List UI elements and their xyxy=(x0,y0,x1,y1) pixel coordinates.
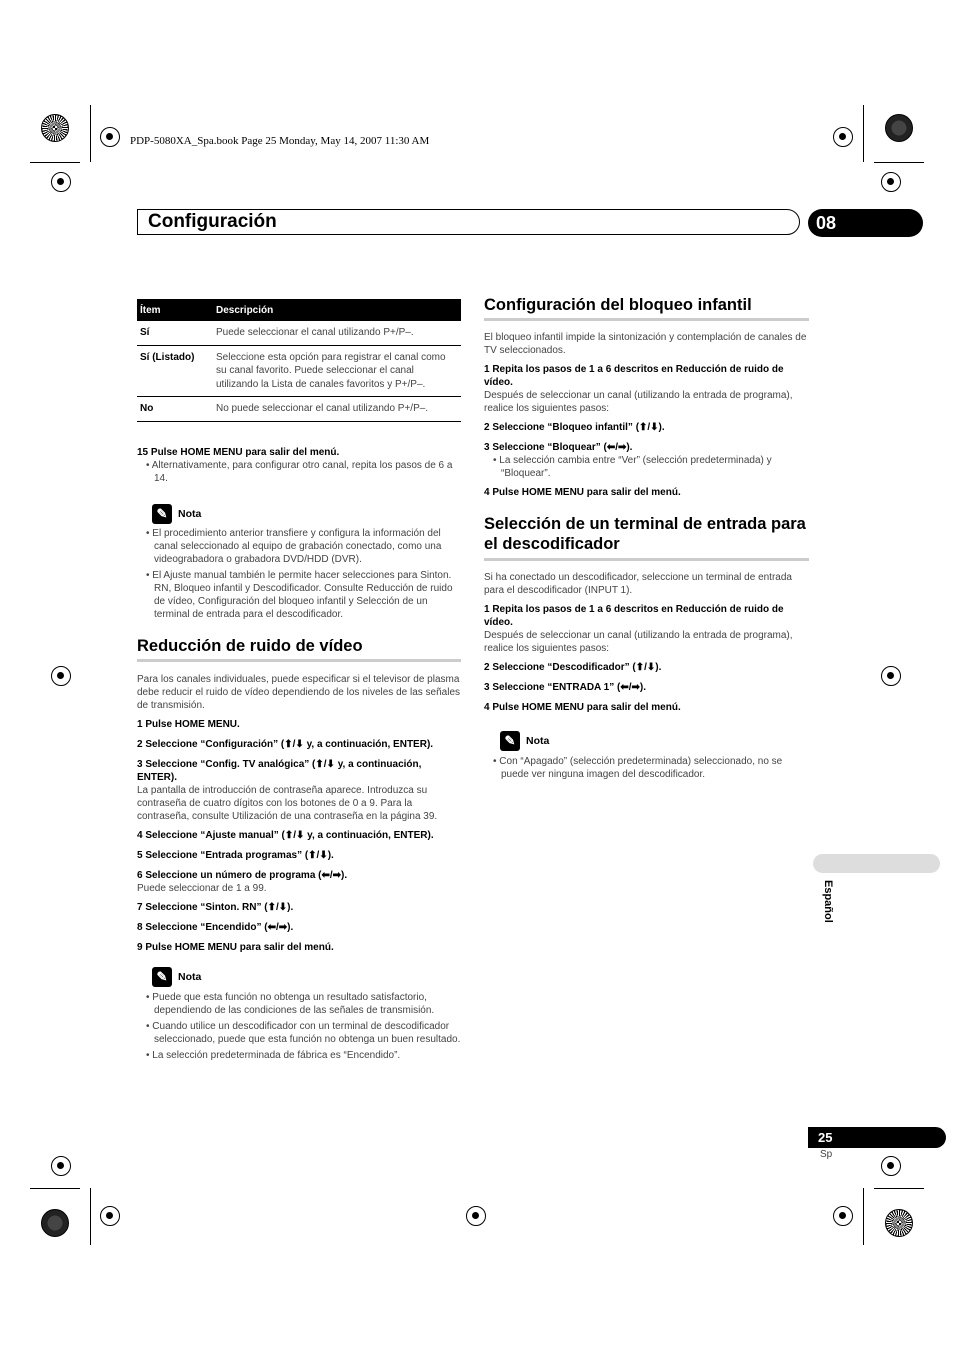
column-header: Descripción xyxy=(213,299,461,321)
bullet-text: El Ajuste manual también le permite hacer selecciones para Sinton. RN, Bloqueo infantil y Descodificador. Consulte Reducción de ruido de vídeo, Configuración del bloqueo infantil y Selección de un terminal de entrada para el descodificador. xyxy=(152,570,453,620)
registration-wheel-icon xyxy=(41,1209,69,1237)
right-column-sec2 xyxy=(484,571,809,714)
step: 3 Seleccione “Bloquear” (⬅/➡). xyxy=(484,442,633,453)
bullet-item: • El procedimiento anterior transfiere y configura la información del canal seleccionado al equipo de grabación conectado, como una videograbadora o grabadora DVD/HDD (DVR). xyxy=(146,528,442,565)
table-cell: Puede seleccionar el canal utilizando P+/P–. xyxy=(213,321,461,345)
bullet-text: Puede que esta función no obtenga un resultado satisfactorio, dependiendo de las condiciones de las señales de transmisión. xyxy=(152,992,435,1016)
table-row xyxy=(137,345,461,397)
table-cell: Sí (Listado) xyxy=(137,345,213,397)
bullet-item: • La selección predeterminada de fábrica es “Encendido”. xyxy=(146,1050,401,1061)
step: 6 Seleccione un número de programa (⬅/➡). xyxy=(137,870,348,881)
crop-line xyxy=(30,162,80,163)
crosshair-icon xyxy=(881,172,901,192)
left-column-top xyxy=(137,446,461,485)
table-cell: No puede seleccionar el canal utilizando P+/P–. xyxy=(213,397,461,422)
step: 9 Pulse HOME MENU para salir del menú. xyxy=(137,942,334,953)
pencil-note-icon: ✎ xyxy=(152,504,172,524)
language-label: Español xyxy=(822,880,834,923)
section-heading xyxy=(484,295,809,321)
crosshair-icon xyxy=(881,666,901,686)
section-heading xyxy=(137,636,461,662)
bullet-text: La selección cambia entre “Ver” (selección predeterminada) y “Bloquear”. xyxy=(499,455,772,479)
pencil-note-icon: ✎ xyxy=(500,731,520,751)
bullet-item: • Puede que esta función no obtenga un resultado satisfactorio, dependiendo de las condiciones de las señales de transmisión. xyxy=(146,992,435,1016)
bullet-text: La selección predeterminada de fábrica es “Encendido”. xyxy=(152,1050,401,1061)
paragraph: Después de seleccionar un canal (utilizando la entrada de programa), realice los siguientes pasos: xyxy=(484,630,793,654)
note-heading xyxy=(152,504,201,524)
right-column-sec1 xyxy=(484,331,809,499)
column-header: Ítem xyxy=(137,299,213,321)
crop-line xyxy=(30,1188,80,1189)
crop-line xyxy=(874,162,924,163)
paragraph: Después de seleccionar un canal (utilizando la entrada de programa), realice los siguientes pasos: xyxy=(484,390,793,414)
step: 7 Seleccione “Sinton. RN” (⬆/⬇). xyxy=(137,902,294,913)
paragraph: La pantalla de introducción de contraseña aparece. Introduzca su contraseña de cuatro dígitos con los botones de 0 a 9. Para la contraseña, consulte Utilización de una contraseña en la página 39. xyxy=(137,785,438,822)
crosshair-icon xyxy=(833,1206,853,1226)
note-heading xyxy=(500,731,549,751)
paragraph: Para los canales individuales, puede especificar si el televisor de plasma debe reducir el ruido de vídeo dependiendo de los niveles de las señales de transmisión. xyxy=(137,674,461,711)
crosshair-icon xyxy=(881,1156,901,1176)
crosshair-icon xyxy=(100,1206,120,1226)
chapter-badge: 08 xyxy=(808,209,923,237)
section-heading xyxy=(484,514,809,561)
registration-wheel-icon xyxy=(41,114,69,142)
step: 4 Pulse HOME MENU para salir del menú. xyxy=(484,487,681,498)
crop-line xyxy=(863,105,864,162)
table-cell: No xyxy=(137,397,213,422)
crosshair-icon xyxy=(51,1156,71,1176)
note-label: Nota xyxy=(178,507,202,520)
crosshair-icon xyxy=(833,127,853,147)
step: 3 Seleccione “ENTRADA 1” (⬅/➡). xyxy=(484,682,646,693)
page-number: 25 xyxy=(808,1127,946,1148)
crop-line xyxy=(90,105,91,162)
section-rule xyxy=(137,659,461,662)
bullet-item: • Cuando utilice un descodificador con un terminal de descodificador seleccionado, puede que esta función no obtenga un buen resultado. xyxy=(146,1021,461,1045)
left-column-steps xyxy=(137,673,461,954)
crosshair-icon xyxy=(51,172,71,192)
section-title: Reducción de ruido de vídeo xyxy=(137,637,363,655)
paragraph: El bloqueo infantil impide la sintonización y contemplación de canales de TV seleccionados. xyxy=(484,332,807,356)
step: 8 Seleccione “Encendido” (⬅/➡). xyxy=(137,922,294,933)
crop-line xyxy=(863,1188,864,1245)
crosshair-icon xyxy=(466,1206,486,1226)
step: 2 Seleccione “Configuración” (⬆/⬇ y, a continuación, ENTER). xyxy=(137,739,434,750)
registration-wheel-icon xyxy=(885,114,913,142)
step: 1 Repita los pasos de 1 a 6 descritos en Reducción de ruido de vídeo. xyxy=(484,604,784,628)
section-rule xyxy=(484,318,809,321)
page-title: Configuración xyxy=(148,211,277,232)
step: 5 Seleccione “Entrada programas” (⬆/⬇). xyxy=(137,850,334,861)
bullet-text: Cuando utilice un descodificador con un terminal de descodificador seleccionado, puede que esta función no obtenga un buen resultado. xyxy=(152,1021,461,1045)
table-header-row xyxy=(137,299,461,321)
step: 2 Seleccione “Bloqueo infantil” (⬆/⬇). xyxy=(484,422,665,433)
step: 1 Pulse HOME MENU. xyxy=(137,719,240,730)
step: 15 Pulse HOME MENU para salir del menú. xyxy=(137,447,340,458)
page-language-code: Sp xyxy=(820,1149,833,1160)
bullet-item: • El Ajuste manual también le permite hacer selecciones para Sinton. RN, Bloqueo infantil y Descodificador. Consulte Reducción de ruido de vídeo, Configuración del bloqueo infantil y Selección de un terminal de entrada para el descodificador. xyxy=(146,570,453,620)
crop-line xyxy=(874,1188,924,1189)
settings-table xyxy=(137,299,461,422)
section-title: Configuración del bloqueo infantil xyxy=(484,296,752,314)
bullet-item: • La selección cambia entre “Ver” (selección predeterminada) y “Bloquear”. xyxy=(493,455,772,479)
paragraph: Si ha conectado un descodificador, seleccione un terminal de entrada para el descodificador (INPUT 1). xyxy=(484,572,792,596)
step: 1 Repita los pasos de 1 a 6 descritos en Reducción de ruido de vídeo. xyxy=(484,364,784,388)
note-body xyxy=(484,755,809,781)
note-label: Nota xyxy=(178,970,202,983)
table-row xyxy=(137,321,461,345)
step: 3 Seleccione “Config. TV analógica” (⬆/⬇ y, a continuación, ENTER). xyxy=(137,759,422,783)
section-rule xyxy=(484,558,809,561)
bullet-text: El procedimiento anterior transfiere y configura la información del canal seleccionado al equipo de grabación conectado, como una videograbadora o grabadora DVD/HDD (DVR). xyxy=(152,528,442,565)
file-info: PDP-5080XA_Spa.book Page 25 Monday, May 14, 2007 11:30 AM xyxy=(130,135,430,147)
bullet-item: • Con “Apagado” (selección predeterminada) seleccionado, no se puede ver ninguna imagen del descodificador. xyxy=(493,756,783,780)
step: 4 Pulse HOME MENU para salir del menú. xyxy=(484,702,681,713)
note-label: Nota xyxy=(526,734,550,747)
bullet-item: • Alternativamente, para configurar otro canal, repita los pasos de 6 a 14. xyxy=(146,460,453,484)
step: 2 Seleccione “Descodificador” (⬆/⬇). xyxy=(484,662,662,673)
note-body xyxy=(137,991,461,1062)
language-tab xyxy=(813,854,940,873)
crop-line xyxy=(90,1188,91,1245)
step: 4 Seleccione “Ajuste manual” (⬆/⬇ y, a continuación, ENTER). xyxy=(137,830,434,841)
note-body xyxy=(137,527,461,621)
crosshair-icon xyxy=(51,666,71,686)
crosshair-icon xyxy=(100,127,120,147)
table-cell: Seleccione esta opción para registrar el canal como su canal favorito. Puede seleccionar el canal utilizando la Lista de canales favoritos y P+/P–. xyxy=(213,345,461,397)
registration-wheel-icon xyxy=(885,1209,913,1237)
section-title: Selección de un terminal de entrada para el descodificador xyxy=(484,515,806,553)
note-heading xyxy=(152,967,201,987)
paragraph: Puede seleccionar de 1 a 99. xyxy=(137,883,267,894)
bullet-text: Con “Apagado” (selección predeterminada) seleccionado, no se puede ver ninguna imagen del descodificador. xyxy=(499,756,783,780)
bullet-text: Alternativamente, para configurar otro canal, repita los pasos de 6 a 14. xyxy=(151,460,453,484)
pencil-note-icon: ✎ xyxy=(152,967,172,987)
table-row xyxy=(137,397,461,422)
table-cell: Sí xyxy=(137,321,213,345)
